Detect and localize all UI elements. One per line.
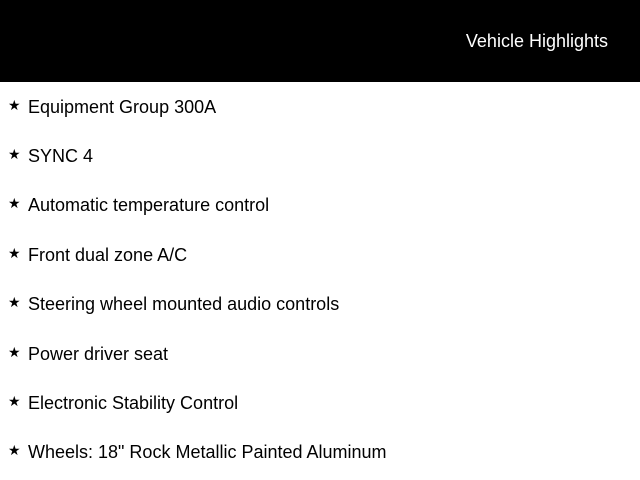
list-item-label: Wheels: 18" Rock Metallic Painted Aluminum bbox=[28, 442, 387, 463]
highlights-list bbox=[0, 82, 640, 477]
star-icon: ★ bbox=[8, 195, 21, 212]
list-item-label: Front dual zone A/C bbox=[28, 244, 188, 265]
list-item-label: Electronic Stability Control bbox=[28, 393, 239, 414]
list-item-label: Automatic temperature control bbox=[28, 195, 270, 216]
list-item-label: Steering wheel mounted audio controls bbox=[28, 294, 340, 315]
list-item bbox=[0, 181, 640, 230]
highlights-header bbox=[0, 0, 640, 82]
list-item bbox=[0, 378, 640, 427]
list-item bbox=[0, 428, 640, 477]
star-icon: ★ bbox=[8, 393, 21, 410]
list-item bbox=[0, 329, 640, 378]
star-icon: ★ bbox=[8, 146, 21, 163]
list-item-label: SYNC 4 bbox=[28, 146, 94, 167]
star-icon: ★ bbox=[8, 294, 21, 311]
star-icon: ★ bbox=[8, 96, 21, 113]
list-item bbox=[0, 280, 640, 329]
list-item-label: Power driver seat bbox=[28, 343, 169, 364]
star-icon: ★ bbox=[8, 343, 21, 360]
page-title: Vehicle Highlights bbox=[465, 31, 608, 51]
list-item bbox=[0, 131, 640, 180]
list-item-label: Equipment Group 300A bbox=[28, 96, 217, 117]
list-item bbox=[0, 82, 640, 131]
star-icon: ★ bbox=[8, 244, 21, 261]
list-item bbox=[0, 230, 640, 279]
star-icon: ★ bbox=[8, 442, 21, 459]
